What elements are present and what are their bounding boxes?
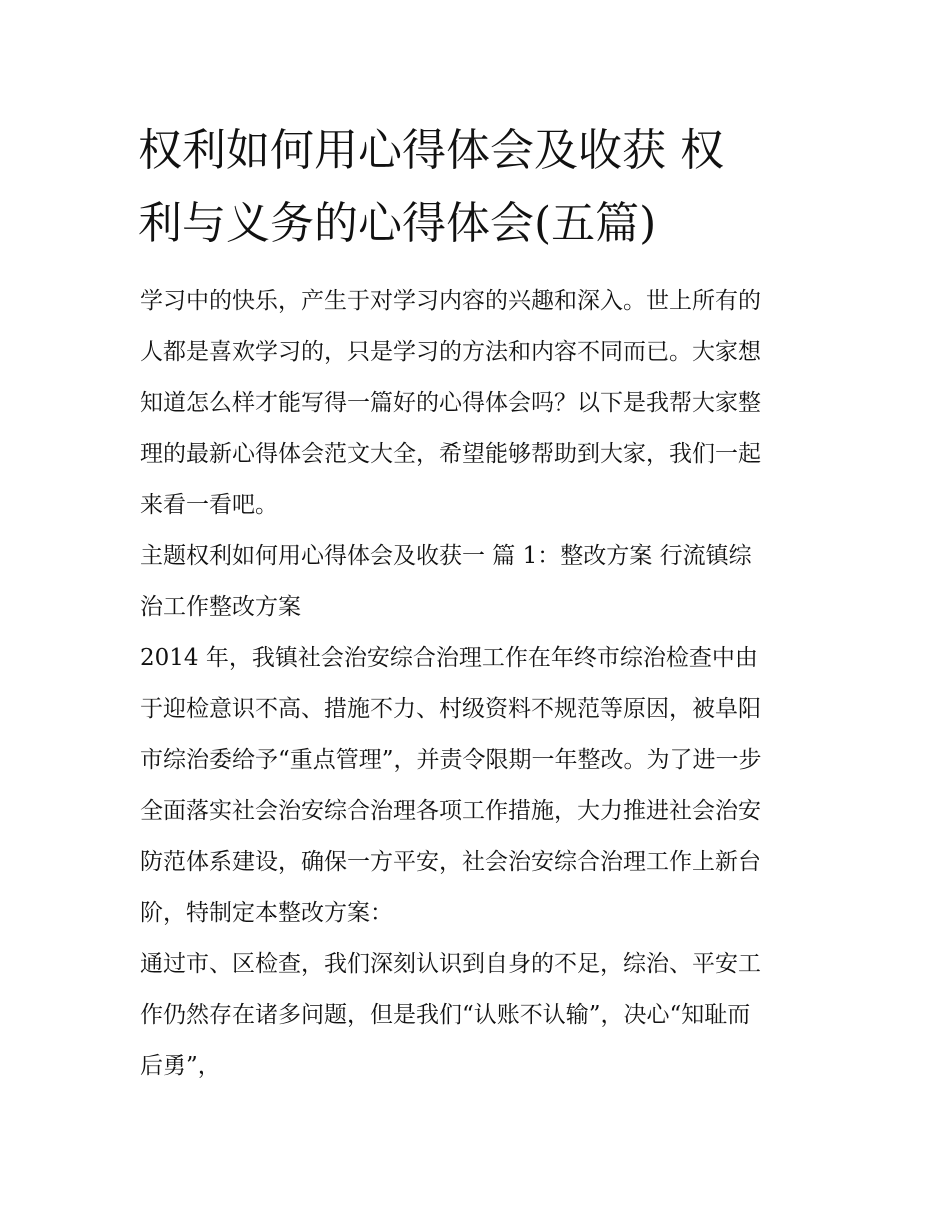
text-line: 阶，特制定本整改方案：	[140, 900, 393, 926]
text-line: 来看一看吧。	[140, 492, 278, 518]
text-line: 理的最新心得体会范文大全，希望能够帮助到大家，我们一起	[140, 441, 761, 467]
text-line: 知道怎么样才能写得一篇好的心得体会吗？以下是我帮大家整	[140, 390, 761, 416]
title-line: 权利如何用心得体会及收获 权	[138, 125, 724, 176]
text-line: 学习中的快乐，产生于对学习内容的兴趣和深入。世上所有的	[140, 288, 761, 314]
text-line: 市综治委给予“重点管理”，并责令限期一年整改。为了进一步	[140, 747, 762, 773]
section-heading-paragraph	[140, 531, 820, 633]
text-line: 主题权利如何用心得体会及收获一 篇 1：整改方案 行流镇综	[140, 543, 752, 569]
background-paragraph	[140, 633, 820, 939]
text-line: 于迎检意识不高、措施不力、村级资料不规范等原因，被阜阳	[140, 696, 761, 722]
text-line: 通过市、区检查，我们深刻认识到自身的不足，综治、平安工	[140, 951, 761, 977]
title-line: 利与义务的心得体会(五篇)	[138, 198, 657, 249]
document-title	[138, 114, 818, 260]
intro-paragraph	[140, 276, 820, 531]
text-line: 2014 年，我镇社会治安综合治理工作在年终市综治检查中由	[140, 645, 758, 671]
text-line: 治工作整改方案	[140, 594, 301, 620]
text-line: 后勇”，	[140, 1053, 221, 1079]
text-line: 作仍然存在诸多问题，但是我们“认账不认输”，决心“知耻而	[140, 1002, 751, 1028]
text-line: 全面落实社会治安综合治理各项工作措施，大力推进社会治安	[140, 798, 761, 824]
text-line: 人都是喜欢学习的，只是学习的方法和内容不同而已。大家想	[140, 339, 761, 365]
reflection-paragraph	[140, 939, 820, 1092]
text-line: 防范体系建设，确保一方平安，社会治安综合治理工作上新台	[140, 849, 761, 875]
document-body	[140, 276, 820, 1092]
